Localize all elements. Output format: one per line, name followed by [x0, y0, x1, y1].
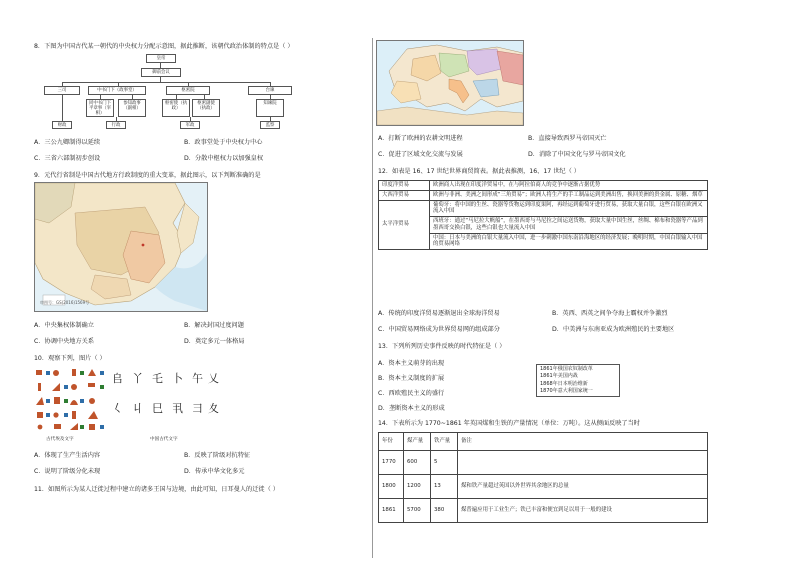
oracle-glyph: 巳 — [152, 402, 163, 415]
table-cell: 1861 — [379, 499, 404, 523]
table-cell: 5 — [431, 451, 458, 475]
diagram-military: 军政 — [180, 121, 200, 129]
europe-map-illustration — [377, 41, 523, 125]
diagram-council: 御前会议 — [141, 68, 181, 77]
table-row — [379, 475, 708, 499]
q14-stem: 14．下表所示为 1770~1861 年英国煤和生铁的产量情况（单位：万吨）。这从侧面反映了当时 — [378, 420, 640, 427]
q13-option-d[interactable]: D．垄断资本主义的形成 — [378, 405, 445, 412]
q10-option-a[interactable]: A．体现了生产生活内容 — [34, 452, 101, 459]
oracle-glyph: 夊 — [208, 402, 219, 415]
table-cell-name: 印度洋贸易 — [379, 181, 430, 191]
event-item: 1861年俄国农奴制改革 — [540, 366, 593, 372]
q8-option-c[interactable]: C．三省六部制初步创设 — [34, 155, 101, 162]
event-item: 1870年意大利国家统一 — [540, 387, 593, 394]
table-row — [379, 190, 708, 200]
oracle-glyph: 丩 — [132, 402, 143, 415]
q13-events-box — [536, 364, 620, 397]
table-cell-text: 欧洲与非洲、美洲之间形成“三角贸易”；欧洲人将生产的手工制品运到美洲出售，换回美洲的贵金属、原糖、烟草 — [430, 190, 708, 200]
table-cell: 380 — [431, 499, 458, 523]
table-cell-text: 欧洲商人出现在印度洋贸易中，在与阿拉伯商人的竞争中逐渐占据优势 — [430, 181, 708, 191]
table-header: 铁产量 — [431, 433, 458, 451]
q12-trade-table — [378, 180, 708, 250]
oracle-glyph: 乂 — [208, 372, 219, 385]
diagram-chancellor: 同中书门下平章事（宰相） — [86, 99, 114, 117]
event-item: 1868年日本明治维新 — [540, 380, 588, 387]
q11-option-a[interactable]: A．打断了欧洲的农耕文明进程 — [378, 135, 463, 142]
table-cell-text: 西班牙：通过“马尼拉大帆船”，在墨西哥与马尼拉之间运送货物，获取大量中国生丝，丝绸、棉布和瓷器等产品到墨西哥交换白银，这些白银也大量流入中国 — [430, 217, 708, 234]
q13-option-c[interactable]: C．西欧殖民主义的盛行 — [378, 390, 445, 397]
q13-option-a[interactable]: A．资本主义萌芽的出现 — [378, 360, 445, 367]
q13-option-b[interactable]: B．资本主义制度的扩展 — [378, 375, 445, 382]
table-row — [379, 200, 708, 217]
q10-stem: 10．观察下列，图片（ ） — [34, 355, 106, 362]
q9-stem: 9．元代行省制是中国古代地方行政制度的重大变革，据此图示，以下判断准确的是 — [34, 172, 261, 179]
event-item: 1861年美国内战 — [540, 373, 578, 380]
oracle-glyph: 𠂤 — [112, 372, 123, 385]
diagram-vice-chancellor: 参知政事（副相） — [118, 99, 146, 117]
diagram-supervision: 监察 — [260, 121, 280, 129]
q9-option-a[interactable]: A．中央集权体制确立 — [34, 322, 94, 329]
q10-option-b[interactable]: B．反映了阶级对抗特征 — [184, 452, 251, 459]
q10-caption-egypt: 古代埃及文字 — [46, 437, 74, 442]
q11-option-d[interactable]: D．消除了中国文化与罗马帝国文化 — [528, 151, 626, 158]
diagram-sansi: 三司 — [44, 86, 80, 95]
q8-stem: 8．下图为中国古代某一朝代的中央权力分配示意图，据此推断，该朝代政治体制的特点是（ ） — [34, 43, 294, 50]
chinese-script-image — [110, 370, 222, 432]
q8-option-d[interactable]: D．分散中枢权力以加强皇权 — [184, 155, 264, 162]
oracle-glyph: 丫 — [132, 372, 143, 385]
diagram-taijian: 台谏 — [248, 86, 292, 95]
oracle-glyph: 彐 — [192, 402, 203, 415]
diagram-emperor: 皇帝 — [146, 54, 176, 63]
diagram-administration: 行政 — [106, 121, 126, 129]
q9-yuan-map — [34, 182, 208, 312]
table-cell — [458, 451, 708, 475]
table-cell: 1770 — [379, 451, 404, 475]
oracle-glyph: 午 — [192, 372, 203, 385]
q8-option-b[interactable]: B．政事堂处于中央权力中心 — [184, 139, 263, 146]
diagram-zhongshu: 中书门下（政事堂） — [88, 86, 146, 95]
q10-option-c[interactable]: C．说明了阶级分化未现 — [34, 468, 101, 475]
table-cell-text: 中国：日本与美洲的白银大量流入中国，进一步刺激中国东南沿海地区的经济发展；晚明时期，中国白银输入中国的贸易网络 — [430, 233, 708, 250]
yuan-map-illustration — [35, 183, 207, 311]
q12-stem: 12．如表是 16、17 世纪世界商贸简表。据此表推测，16、17 世纪（ ） — [378, 168, 580, 175]
q13-stem: 13．下列所列历史事件反映的时代特征是（ ） — [378, 343, 506, 350]
table-cell: 煤和铁产量超过英国以外世界其余地区的总量 — [458, 475, 708, 499]
oracle-glyph: 丮 — [172, 402, 183, 415]
q10-option-d[interactable]: D．传承中华文化多元 — [184, 468, 245, 475]
q12-option-c[interactable]: C．中国贸易网络成为世界贸易网的组成部分 — [378, 326, 500, 333]
table-row — [379, 451, 708, 475]
diagram-shumishi: 枢密使（执政） — [162, 99, 190, 117]
q14-production-table — [378, 432, 708, 523]
table-cell-name: 太平洋贸易 — [379, 200, 430, 250]
table-header: 煤产量 — [404, 433, 431, 451]
table-cell: 1800 — [379, 475, 404, 499]
table-cell: 13 — [431, 475, 458, 499]
table-row — [379, 181, 708, 191]
q9-option-b[interactable]: B．解决封国过度问题 — [184, 322, 244, 329]
table-cell: 600 — [404, 451, 431, 475]
hieroglyph-illustration — [34, 367, 108, 433]
oracle-glyph: 𡿨 — [112, 402, 123, 415]
table-cell: 1200 — [404, 475, 431, 499]
oracle-glyph: 乇 — [152, 372, 163, 385]
diagram-shumiyuan: 枢密院 — [166, 86, 210, 95]
oracle-glyph: 卜 — [172, 372, 183, 385]
q11-option-c[interactable]: C．促进了区域文化交流与发展 — [378, 151, 463, 158]
q9-option-c[interactable]: C．协调中央地方关系 — [34, 338, 95, 345]
table-cell-text: 葡萄牙：将中国的生丝、瓷器等货物运到印度果阿，再经运到葡萄牙进行贸易，获取大量白银，这些白银在欧洲又流入中国 — [430, 200, 708, 217]
diagram-shumifushi: 枢密副使（执政） — [192, 99, 220, 117]
column-divider — [372, 38, 373, 558]
q12-option-a[interactable]: A．传统的印度洋贸易逐渐退出全球海洋贸易 — [378, 310, 500, 317]
table-cell: 煤普遍应用于工业生产；铁已丰富和便宜到足以用于一般的建设 — [458, 499, 708, 523]
diagram-zhijianyuan: 知谏院 — [256, 99, 284, 117]
q9-option-d[interactable]: D．奠定多元一体格局 — [184, 338, 245, 345]
q12-option-d[interactable]: D．中美洲与东南亚成为欧洲殖民的主要地区 — [552, 326, 675, 333]
q12-option-b[interactable]: B．英西、西英之间争夺海上霸权并争激烈 — [552, 310, 668, 317]
q9-map-caption: 审图号：GS(2016)1569号 — [40, 300, 90, 305]
q11-option-b[interactable]: B．直接导致西罗马帝国灭亡 — [528, 135, 607, 142]
q10-caption-china: 中国古代文字 — [150, 437, 178, 442]
table-cell-name: 大西洋贸易 — [379, 190, 430, 200]
table-header-row — [379, 433, 708, 451]
q8-option-a[interactable]: A．三公九卿制得以延续 — [34, 139, 101, 146]
table-cell: 5700 — [404, 499, 431, 523]
table-row — [379, 499, 708, 523]
table-header: 年份 — [379, 433, 404, 451]
q11-migration-map — [376, 40, 524, 126]
q11-stem: 11．如图所示为某人迁徙过程中建立的诸多王国与边境，由此可知，日耳曼人的迁徙（ ） — [34, 486, 279, 493]
table-header: 备注 — [458, 433, 708, 451]
diagram-finance: 财政 — [52, 121, 72, 129]
egyptian-script-image — [34, 367, 108, 433]
